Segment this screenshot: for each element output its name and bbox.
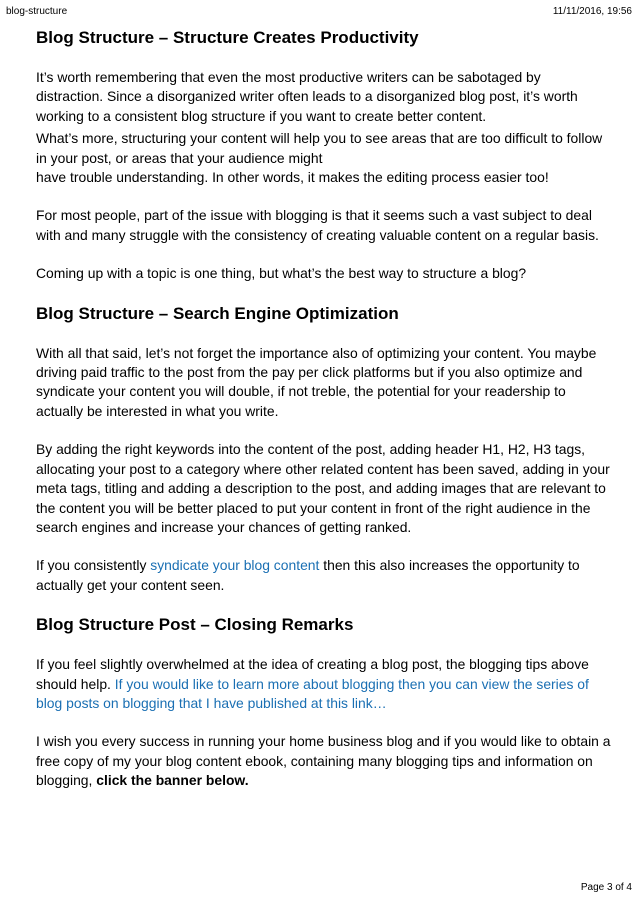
paragraph: With all that said, let’s not forget the importance also of optimizing your content. You maybe driving paid traffic to the post from the pay per click platforms but if you also optimize and syndicate your content you will double, if not treble, the potential for your readership to actually be interested in what you write. [36,344,597,419]
article-body [36,27,611,810]
paragraph-line: have trouble understanding. In other words, it makes the editing process easier too! [36,169,549,186]
paragraph-text: I wish you every success in running your home business blog and if you would like to obtain a free copy of my your blog content ebook, containing many blogging tips and information on blogging, [36,733,611,789]
section-heading-closing-remarks: Blog Structure Post – Closing Remarks [36,615,354,635]
section-heading-productivity: Blog Structure – Structure Creates Productivity [36,28,419,47]
banner-callout: click the banner below. [96,772,249,789]
print-timestamp: 11/11/2016, 19:56 [552,6,632,17]
paragraph-line: What’s more, structuring your content will help you to see areas that are too difficult to follow in your post, or areas that your audience might [36,130,603,166]
print-header [6,6,632,20]
paragraph: For most people, part of the issue with blogging is that it seems such a vast subject to deal with and many struggle with the consistency of creating valuable content on a regular basis. [36,207,599,243]
blogging-series-link[interactable]: If you would like to learn more about blogging then you can view the series of blog posts on blogging that I have published at this link… [36,675,589,711]
paragraph-text: If you consistently [36,557,151,574]
paragraph-text: If you feel slightly overwhelmed at the idea of creating a blog post, the blogging tips above should help. [36,656,589,692]
paragraph [36,655,611,713]
paragraph: Coming up with a topic is one thing, but what’s the best way to structure a blog? [36,265,527,282]
paragraph: It’s worth remembering that even the most productive writers can be sabotaged by distraction. Since a disorganized writer often leads to a disorganized blog post, it’s worth working to a consistent blog structure if you want to create better content. [36,69,578,124]
paragraph-text: then this also increases the opportunity to actually get your content seen. [36,557,580,593]
paragraph [36,556,611,595]
syndicate-content-link[interactable]: syndicate your blog content [150,557,320,574]
section-heading-seo: Blog Structure – Search Engine Optimization [36,303,399,323]
page-number: Page 3 of 4 [580,882,632,893]
paragraph [36,732,611,790]
paragraph [36,129,611,187]
paragraph: By adding the right keywords into the content of the post, adding header H1, H2, H3 tags, allocating your post to a category where other related content has been saved, adding in your meta tags, titling and adding a description to the post, and adding images that are relevant to the content you will be better placed to put your content in front of the right audience in the search engines and increase your chances of getting ranked. [36,441,610,535]
document-title: blog-structure [6,6,68,17]
